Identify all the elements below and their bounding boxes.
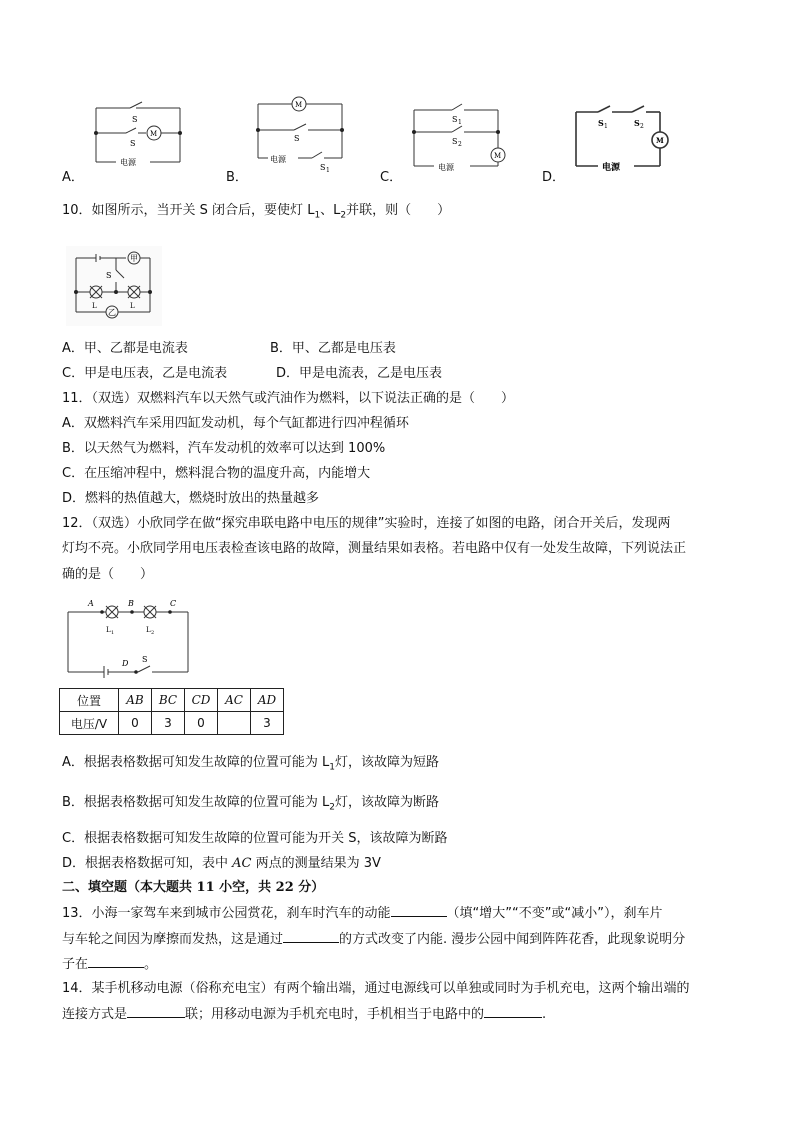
q9-figure-b [254, 94, 350, 176]
motor-label: M [150, 130, 158, 138]
q14-blank-1[interactable] [127, 1005, 185, 1018]
switch-label: S [634, 118, 640, 128]
q10-option-b: B．甲、乙都是电压表 [270, 341, 396, 356]
q9-figure-c [408, 102, 512, 180]
q12-option-a: A．根据表格数据可知发生故障的位置可能为 $L_1$灯，该故障为短路 [62, 755, 440, 773]
motor-label: M [295, 101, 303, 109]
table-value-cell: 0 [119, 712, 152, 735]
switch-label-sub: 2 [458, 141, 462, 148]
table-header-cell: 电压/V [60, 712, 119, 735]
table-column-header: BC [152, 689, 185, 712]
point-c-label: C [170, 599, 177, 608]
lamp-l1-label: L [92, 302, 97, 310]
switch-label: S [142, 655, 148, 664]
point-d-label: D [122, 659, 129, 668]
switch-label: S [598, 118, 604, 128]
q12-option-b: B．根据表格数据可知发生故障的位置可能为 $L_2$灯，该故障为断路 [62, 795, 440, 813]
motor-label: M [656, 136, 664, 145]
section-two-title: 二、填空题（本大题共 11 小空，共 22 分） [62, 880, 325, 895]
q12-option-c: C．根据表格数据可知发生故障的位置可能为开关 S，该故障为断路 [62, 831, 448, 846]
switch-label: S [130, 139, 136, 148]
q10-option-a: A．甲、乙都是电流表 [62, 341, 188, 356]
switch-label: S [320, 163, 326, 172]
power-label: 电源 [438, 163, 454, 172]
q11-option-b: B．以天然气为燃料，汽车发动机的效率可以达到 100% [62, 441, 386, 456]
meter-yi-label: 乙 [108, 308, 116, 317]
q14-line1: 14．某手机移动电源（俗称充电宝）有两个输出端，通过电源线可以单独或同时为手机充电，这两个输出端的 [62, 981, 690, 996]
table-column-header: AC [218, 689, 251, 712]
q13-line3: 子在 。 [62, 957, 158, 972]
table-column-header: AB [119, 689, 152, 712]
power-label: 电源 [602, 163, 621, 173]
q11-option-c: C．在压缩冲程中，燃料混合物的温度升高，内能增大 [62, 466, 371, 481]
switch-label: S [452, 115, 458, 124]
switch-label-sub: 2 [640, 123, 644, 130]
q10-circuit-figure [66, 246, 162, 326]
table-value-cell [218, 712, 251, 735]
q12-option-d: D．根据表格数据可知，表中 AC 两点的测量结果为 3V [62, 856, 381, 871]
table-value-cell: 3 [251, 712, 284, 735]
switch-label: S [294, 134, 300, 143]
q12-stem-line3: 确的是（ ） [62, 567, 154, 582]
lamp-l2-label: L [146, 626, 151, 634]
q12-stem-line1: 12．（双选）小欣同学在做“探究串联电路中电压的规律”实验时，连接了如图的电路，闭合开关后，发现两 [62, 516, 671, 531]
switch-label-sub: 1 [458, 119, 462, 126]
q9-figure-d [570, 104, 676, 176]
switch-label: S [106, 271, 112, 280]
q11-option-a: A．双燃料汽车采用四缸发动机，每个气缸都进行四冲程循环 [62, 416, 409, 431]
switch-label: S [132, 115, 138, 124]
lamp-l2-label: L [130, 302, 135, 310]
voltage-table [59, 688, 284, 735]
table-value-cell: 0 [185, 712, 218, 735]
q9-option-d-letter: D． [542, 170, 566, 185]
table-value-cell: 3 [152, 712, 185, 735]
q13-blank-1[interactable] [391, 904, 447, 917]
lamp-l2-sub: 2 [151, 630, 155, 636]
switch-label-sub: 1 [604, 123, 608, 130]
q14-blank-2[interactable] [484, 1005, 542, 1018]
q12-circuit-figure [62, 596, 198, 682]
table-header-cell: 位置 [60, 689, 119, 712]
q10-option-c: C．甲是电压表，乙是电流表 [62, 366, 228, 381]
lamp-l1-label: L [106, 626, 111, 634]
q13-blank-2[interactable] [283, 930, 339, 943]
q9-option-a-letter: A． [62, 170, 84, 185]
table-row [60, 689, 284, 712]
meter-jia-label: 甲 [130, 254, 138, 263]
q11-option-d: D．燃料的热值越大，燃烧时放出的热量越多 [62, 491, 320, 506]
table-column-header: AD [251, 689, 284, 712]
point-b-label: B [128, 599, 134, 608]
switch-label-sub: 1 [326, 167, 330, 174]
q10-stem: 10．如图所示，当开关 S 闭合后，要使灯 $L_1$、$L_2$并联，则（ ） [62, 203, 451, 221]
motor-label: M [494, 152, 502, 160]
q13-line1: 13．小海一家驾车来到城市公园赏花，刹车时汽车的动能 （填“增大”“不变”或“减小”），刹车片 [62, 906, 663, 921]
q13-blank-3[interactable] [88, 955, 144, 968]
switch-label: S [452, 137, 458, 146]
table-column-header: CD [185, 689, 218, 712]
q14-line2: 连接方式是 联；用移动电源为手机充电时，手机相当于电路中的 . [62, 1007, 547, 1022]
q10-option-d: D．甲是电流表，乙是电压表 [276, 366, 443, 381]
q13-line2: 与车轮之间因为摩擦而发热，这是通过 的方式改变了内能. 漫步公园中闻到阵阵花香，此现象说明分 [62, 932, 686, 947]
power-label: 电源 [120, 158, 136, 167]
q11-stem: 11．（双选）双燃料汽车以天然气或汽油作为燃料，以下说法正确的是（ ） [62, 391, 515, 406]
lamp-l1-sub: 1 [111, 630, 115, 636]
q12-stem-line2: 灯均不亮。小欣同学用电压表检查该电路的故障，测量结果如表格。若电路中仅有一处发生故障，下列说法正 [62, 541, 687, 556]
q9-option-b-letter: B． [226, 170, 248, 185]
point-a-label: A [88, 599, 94, 608]
q9-figure-a [90, 100, 190, 172]
table-row [60, 712, 284, 735]
q9-option-c-letter: C． [380, 170, 403, 185]
power-label: 电源 [270, 155, 286, 164]
